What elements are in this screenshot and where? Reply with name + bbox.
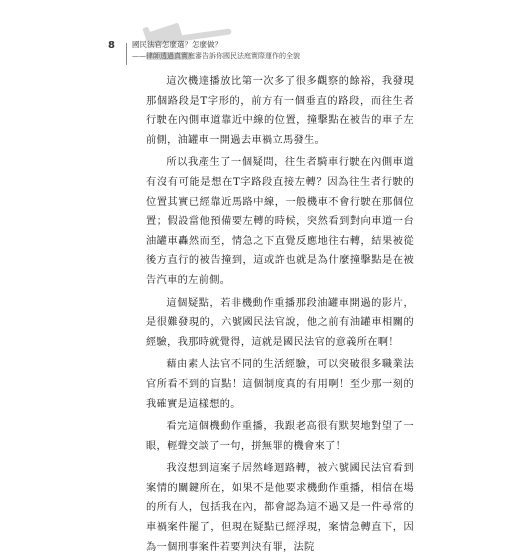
header-divider xyxy=(126,43,127,65)
body-text xyxy=(146,72,414,560)
running-subtitle: ——律師透過真實庭審告訴你國民法庭實際運作的全貌 xyxy=(132,52,300,60)
paragraph: 我沒想到這案子居然峰迴路轉，被六號國民法官看到案情的關鍵所在，如果不是他要求機動作重播，相信在場的所有人，包括我在內，都會認為這不過又是一件尋常的車禍案件罷了，但現在疑點已經浮現，案情急轉直下，因為一個刑事案件若要判決有罪，法院 xyxy=(146,463,414,553)
paragraph: 這次機達播放比第一次多了很多觀察的餘裕，我發現那個路段是T字形的，前方有一個垂直的路段，而往生者行駛在內側車道靠近中線的位置，撞擊點在被告的車子左前側，油罐車一開過去車禍立馬發生。 xyxy=(146,76,414,146)
paragraph: 所以我產生了一個疑問，往生者騎車行駛在內側車道有沒有可能是想在T字路段直接左轉？因為往生者行駛的位置其實已經靠近馬路中線，一般機車不會行駛在那個位置；假設當他預備要左轉的時候，突然看到對向車道一台油罐車轟然而至，情急之下直覺反應地往右轉，結果被從後方直行的被告撞到，這或許也就是為什麼撞擊點是在被告汽車的左前側。 xyxy=(146,157,414,286)
page-header xyxy=(108,14,408,64)
paragraph: 藉由素人法官不同的生活經驗，可以突破很多職業法官所看不到的盲點！這個制度真的有用啊！至少那一刻的我確實是這樣想的。 xyxy=(146,359,414,410)
page-number: 8 xyxy=(108,40,115,51)
paragraph: 這個疑點，若非機動作重播那段油罐車開過的影片，是很難發現的，六號國民法官說，他之前有油罐車相關的經驗，我那時就覺得，這就是國民法官的意義所在啊！ xyxy=(146,297,414,348)
running-title: 國民法官怎麼選？怎麼做？ xyxy=(132,40,222,49)
paragraph: 看完這個機動作重播，我跟老高很有默契地對望了一眼，輕聲交談了一句，拼無罪的機會來了！ xyxy=(146,421,414,452)
